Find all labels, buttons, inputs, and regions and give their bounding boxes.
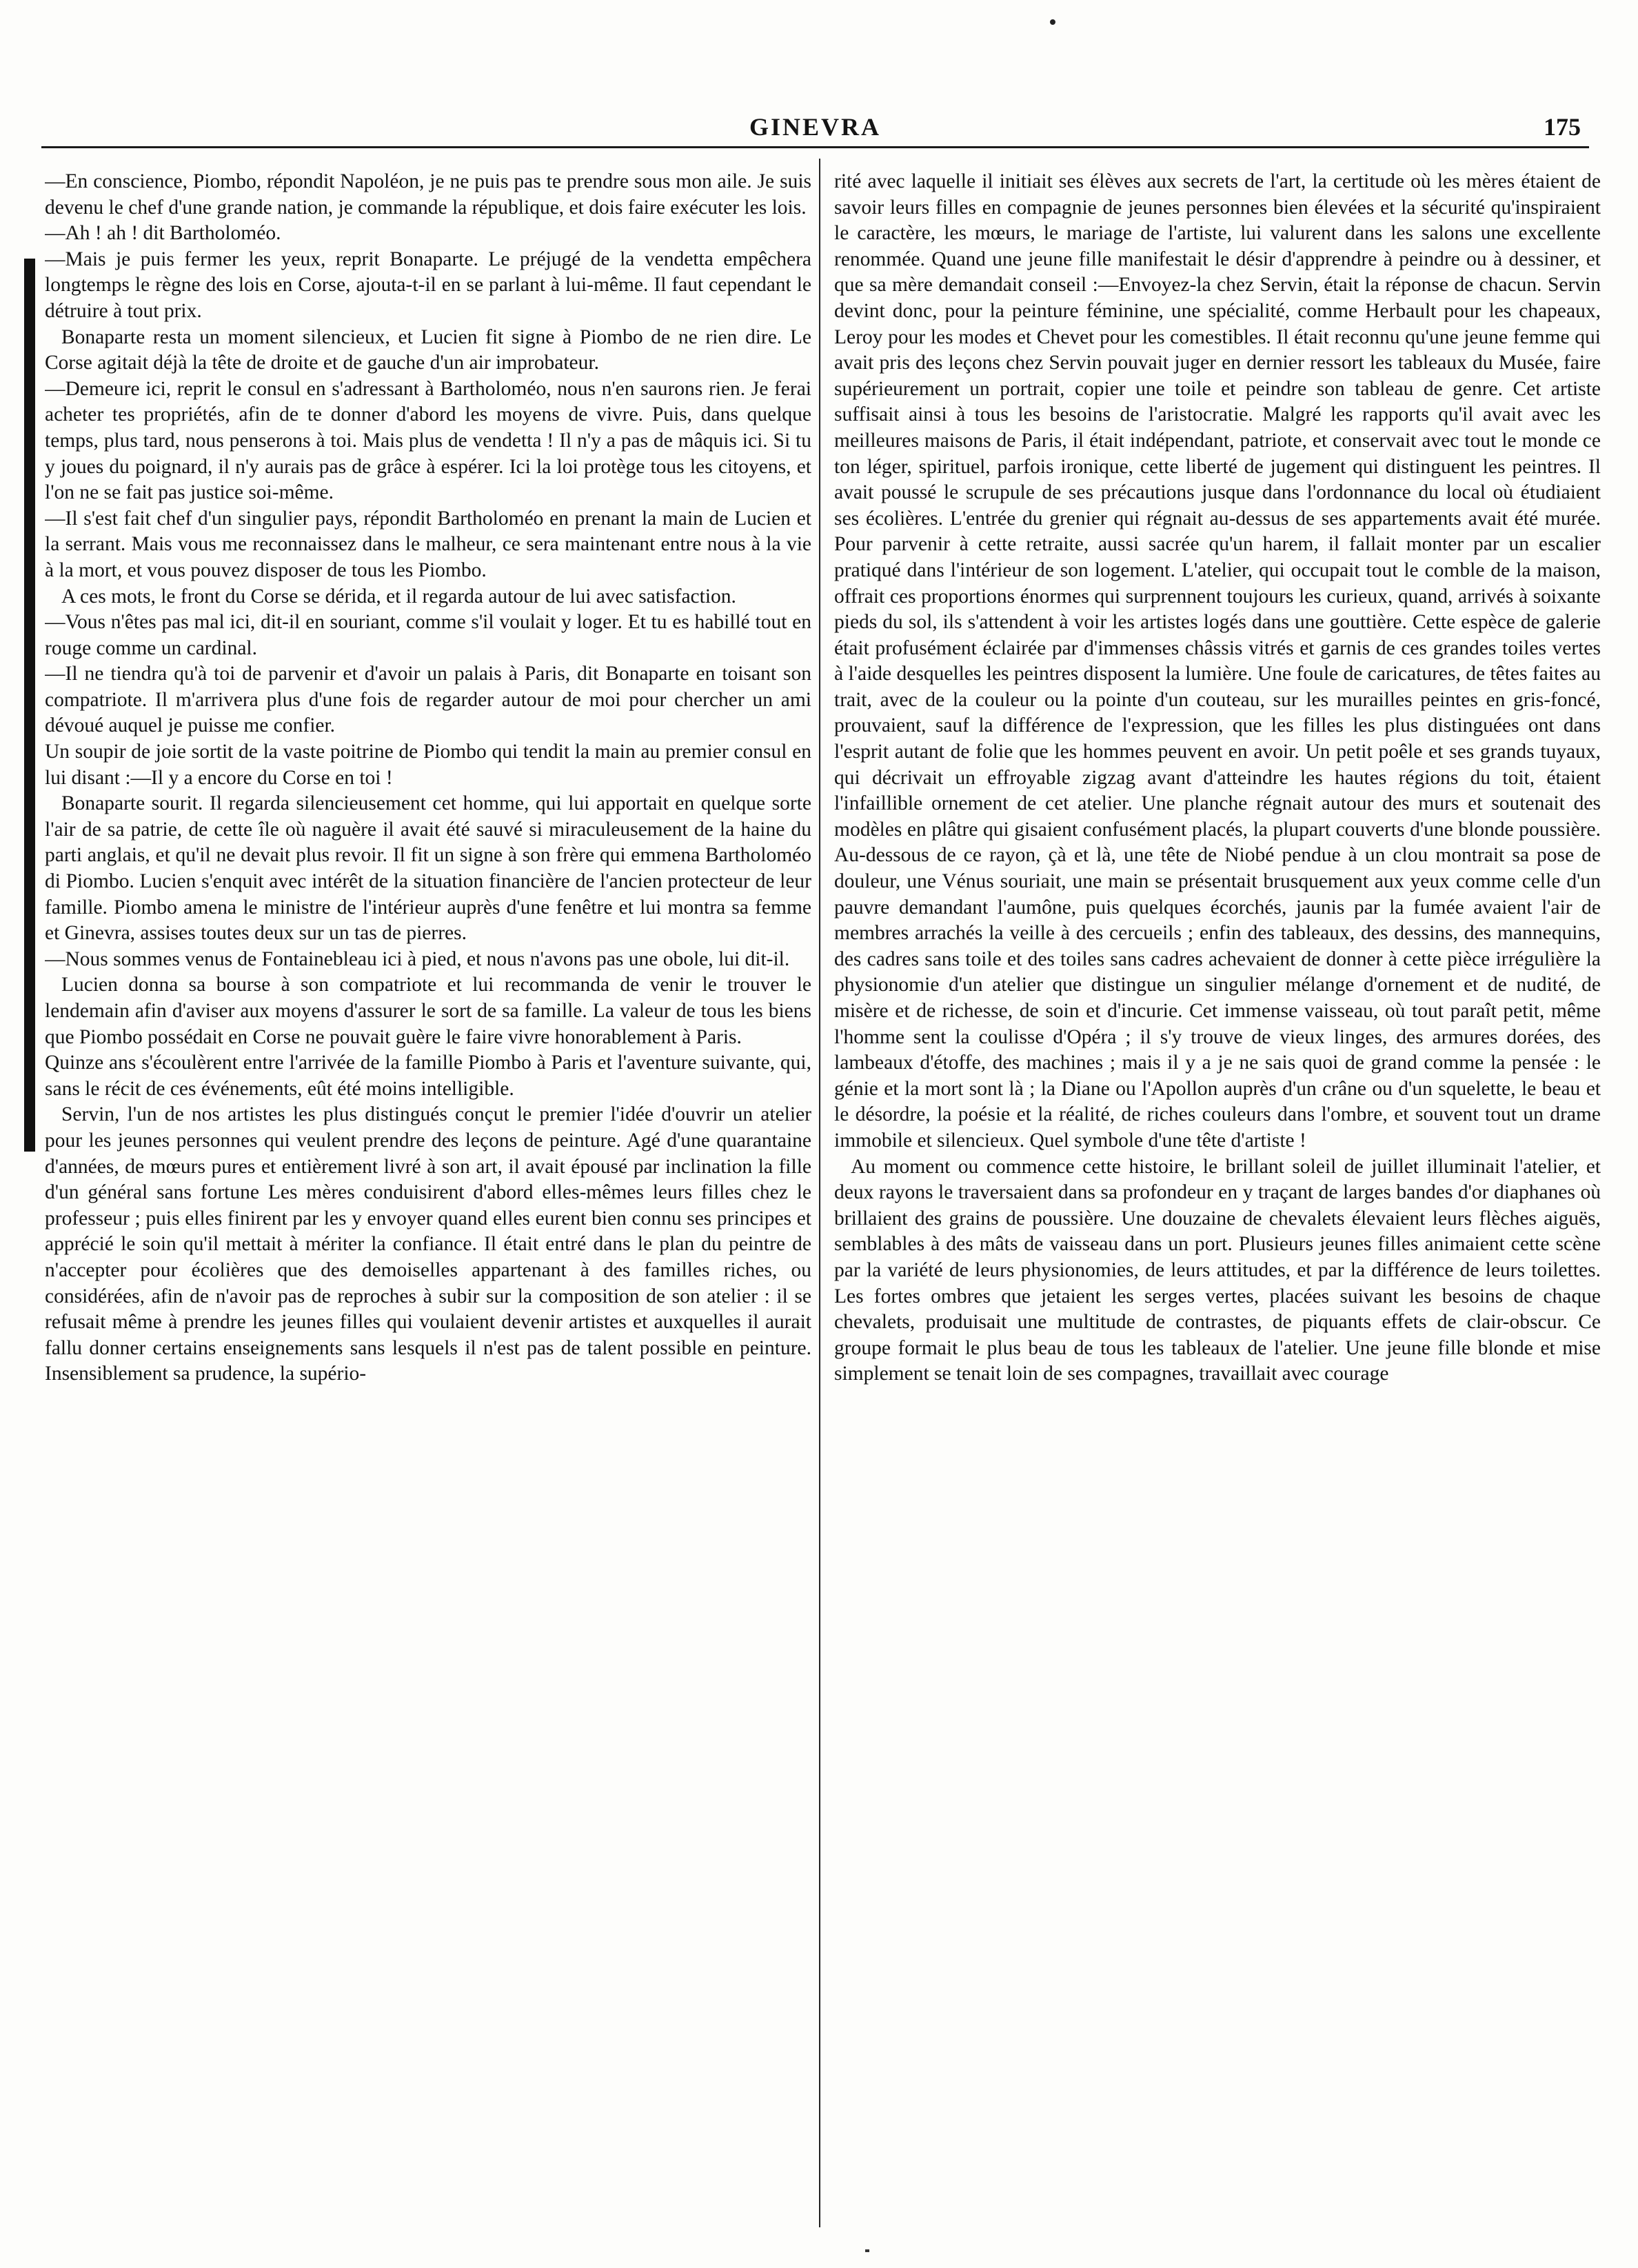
paragraph: Un soupir de joie sortit de la vaste poitrine de Piombo qui tendit la main au premier consul en lui disant :—Il y a encore du Corse en toi ! — [45, 741, 811, 789]
paragraph: A ces mots, le front du Corse se dérida, et il regarda autour de lui avec satisfaction. — [61, 585, 736, 608]
page-number: 175 — [1544, 113, 1581, 141]
paragraph: —Il ne tiendra qu'à toi de parvenir et d'avoir un palais à Paris, dit Bonaparte en toisant son compatriote. Il m'arrivera plus d'une fois de regarder autour de moi pour chercher un ami dévoué auquel je puisse me confier. — [45, 663, 811, 737]
paragraph: —En conscience, Piombo, répondit Napoléon, je ne puis pas te prendre sous mon aile. Je suis devenu le chef d'une grande nation, je commande la république, et dois faire exécuter les lois. — [45, 170, 811, 219]
header-rule — [41, 146, 1589, 148]
paragraph: —Demeure ici, reprit le consul en s'adressant à Bartholoméo, nous n'en saurons rien. Je ferai acheter tes propriétés, afin de te donner d'abord les moyens de vivre. Puis, dans quelque temps, plus tard, nous penserons à toi. Mais plus de vendetta ! Il n'y a pas de mâquis ici. Si tu y joues du poignard, il n'y aurais pas de grâce à espérer. Ici la loi protège tous les citoyens, et l'on ne se fait pas justice soi-même. — [45, 377, 811, 504]
paragraph: Servin, l'un de nos artistes les plus distingués conçut le premier l'idée d'ouvrir un atelier pour les jeunes personnes qui veulent prendre des leçons de peinture. Agé d'une quarantaine d'années, de mœurs pures et entièrement livré à son art, il avait épousé par inclination la fille d'un général sans fortune Les mères conduisirent d'abord elles-mêmes leurs filles chez le professeur ; puis elles finirent par les y envoyer quand elles eurent bien connu ses principes et apprécié le soin qu'il mettait à mériter la confiance. Il était entré dans le plan du peintre de n'accepter pour écolières que des demoiselles appartenant à des familles riches, ou considérées, afin de n'avoir pas de reproches à subir sur la composition de son atelier : il se refusait même à prendre les jeunes filles qui voulaient devenir artistes et auxquelles il aurait fallu donner certains enseignements sans lesquels il n'est pas de talent possible en peinture. Insensiblement sa prudence, la supério- — [45, 1103, 811, 1385]
paragraph: Bonaparte sourit. Il regarda silencieusement cet homme, qui lui apportait en quelque sorte l'air de sa patrie, de cette île où naguère il avait été sauvé si miraculeusement de la haine du parti anglais, et qu'il ne devait plus revoir. Il fit un signe à son frère qui emmena Bartholoméo di Piombo. Lucien s'enquit avec intérêt de la situation financière de l'ancien protecteur de leur famille. Piombo amena le ministre de l'intérieur auprès d'une fenêtre et lui montra sa femme et Ginevra, assises toutes deux sur un tas de pierres. — [45, 792, 811, 945]
paragraph: —Vous n'êtes pas mal ici, dit-il en souriant, comme s'il voulait y loger. Et tu es habillé tout en rouge comme un cardinal. — [45, 611, 811, 659]
running-title: GINEVRA — [749, 113, 881, 141]
paragraph: —Ah ! ah ! dit Bartholoméo. — [45, 222, 281, 245]
print-speck — [1050, 19, 1055, 25]
paragraph: —Il s'est fait chef d'un singulier pays, répondit Bartholoméo en prenant la main de Lucien et la serrant. Mais vous me reconnaissez dans le malheur, ce sera maintenant entre nous à la vie à la mort, et vous pouvez disposer de tous les Piombo. — [45, 507, 811, 581]
paragraph: rité avec laquelle il initiait ses élèves aux secrets de l'art, la certitude où les mères étaient de savoir leurs filles en compagnie de jeunes personnes bien élevées et la sécurité qu'inspiraient le caractère, les mœurs, le mariage de l'artiste, lui valurent dans les salons une excellente renommée. Quand une jeune fille manifestait le désir d'apprendre à peindre ou à dessiner, et que sa mère demandait conseil :—Envoyez-la chez Servin, était la réponse de chacun. Servin devint donc, pour la peinture féminine, une spécialité, comme Herbault pour les chapeaux, Leroy pour les modes et Chevet pour les comestibles. Il était reconnu qu'une jeune femme qui avait pris des leçons chez Servin pouvait juger en dernier ressort les tableaux du Musée, faire supérieurement un portrait, copier une toile et peindre son tableau de genre. Cet artiste suffisait ainsi à tous les besoins de l'aristocratie. Malgré les rapports qu'il avait avec les meilleures maisons de Paris, il était indépendant, patriote, et conservait avec tout le monde ce ton léger, spirituel, parfois ironique, cette liberté de jugement qui distinguent les peintres. Il avait poussé le scrupule de ses précautions jusque dans l'ordonnance du local où étudiaient ses écolières. L'entrée du grenier qui régnait au-dessus de ses appartements avait été murée. Pour parvenir à cette retraite, aussi sacrée qu'un harem, il fallait monter par un escalier pratiqué dans l'intérieur de son logement. L'atelier, qui occupait tout le comble de la maison, offrait ces proportions énormes qui surprennent toujours les curieux, quand, arrivés à soixante pieds du sol, ils s'attendent à voir les artistes logés dans une gouttière. Cette espèce de galerie était profusément éclairée par d'immenses châssis vitrés et garnis de ces grandes toiles vertes à l'aide desquelles les peintres disposent la lumière. Une foule de caricatures, de têtes faites au trait, avec de la couleur ou la pointe d'un couteau, sur les murailles peintes en gris-foncé, prouvaient, sauf la différence de l'expression, que les filles les plus distinguées ont dans l'esprit autant de folie que les hommes peuvent en avoir. Un petit poêle et ses grands tuyaux, qui décrivait un effroyable zigzag avant d'atteindre les hautes régions du toit, étaient l'infaillible ornement de cet atelier. Une planche régnait autour des murs et soutenait des modèles en plâtre qui gisaient confusément placés, la plupart couverts d'une blonde poussière. Au-dessous de ce rayon, çà et là, une tête de Niobé pendue à un clou montrait sa pose de douleur, une Vénus souriait, une main se présentait brusquement aux yeux comme celle d'un pauvre demandant l'aumône, puis quelques écorchés, jaunis par la fumée avaient l'air de membres arrachés la veille à des cercueils ; enfin des tableaux, des dessins, des mannequins, des cadres sans toile et des toiles sans cadres achevaient de donner à cette pièce irrégulière la physionomie d'un atelier que distingue un singulier mélange d'ornement et de nudité, de misère et de richesse, de soin et d'incurie. Cet immense vaisseau, où tout paraît petit, même l'homme sent la coulisse d'Opéra ; il s'y trouve de vieux linges, des armures dorées, des lambeaux d'étoffe, des machines ; mais il y a je ne sais quoi de grand comme la pensée : le génie et la mort sont là ; la Diane ou l'Apollon auprès d'un crâne ou d'un squelette, le beau et le désordre, la poésie et la réalité, de riches couleurs dans l'ombre, et souvent tout un drame immobile et silencieux. Quel symbole d'une tête d'artiste ! — [834, 170, 1601, 1152]
print-speck — [865, 2249, 869, 2252]
paragraph: —Nous sommes venus de Fontainebleau ici à pied, et nous n'avons pas une obole, lui dit-il. — [45, 947, 790, 970]
paragraph: Quinze ans s'écoulèrent entre l'arrivée de la famille Piombo à Paris et l'aventure suivante, qui, sans le récit de ces événements, eût été moins intelligible. — [45, 1052, 811, 1100]
paragraph: —Mais je puis fermer les yeux, reprit Bonaparte. Le préjugé de la vendetta empêchera longtemps le règne des lois en Corse, ajouta-t-il en se parlant à lui-même. Il faut cependant le détruire à tout prix. — [45, 248, 811, 322]
paragraph: Bonaparte resta un moment silencieux, et Lucien fit signe à Piombo de ne rien dire. Le Corse agitait déjà la tête de droite et de gauche d'un air improbateur. — [45, 325, 811, 374]
paragraph: Lucien donna sa bourse à son compatriote et lui recommanda de venir le trouver le lendemain afin d'aviser aux moyens d'assurer le sort de sa famille. La valeur de tous les biens que Piombo possédait en Corse ne pouvait guère le faire vivre honorablement à Paris. — [45, 974, 811, 1048]
right-column — [834, 169, 1601, 2238]
running-header — [41, 107, 1589, 148]
paragraph: Au moment ou commence cette histoire, le brillant soleil de juillet illuminait l'atelier, et deux rayons le traversaient dans sa profondeur en y traçant de larges bandes d'or diaphanes où brillaient des grains de poussière. Une douzaine de chevalets élevaient leurs flèches aiguës, semblables à des mâts de vaisseau dans un port. Plusieurs jeunes filles animaient cette scène par la variété de leurs physionomies, de leurs attitudes, et par la différence de leurs toilettes. Les fortes ombres que jetaient les serges vertes, placées suivant les besoins de chaque chevalets, produisait une multitude de contrastes, de piquants effets de clair-obscur. Ce groupe formait le plus beau de tous les tableaux de l'atelier. Une jeune fille blonde et mise simplement se tenait loin de ses compagnes, travaillait avec courage — [834, 1155, 1601, 1385]
column-divider — [819, 159, 820, 2227]
left-column — [45, 169, 811, 2238]
margin-bar — [24, 259, 35, 1152]
